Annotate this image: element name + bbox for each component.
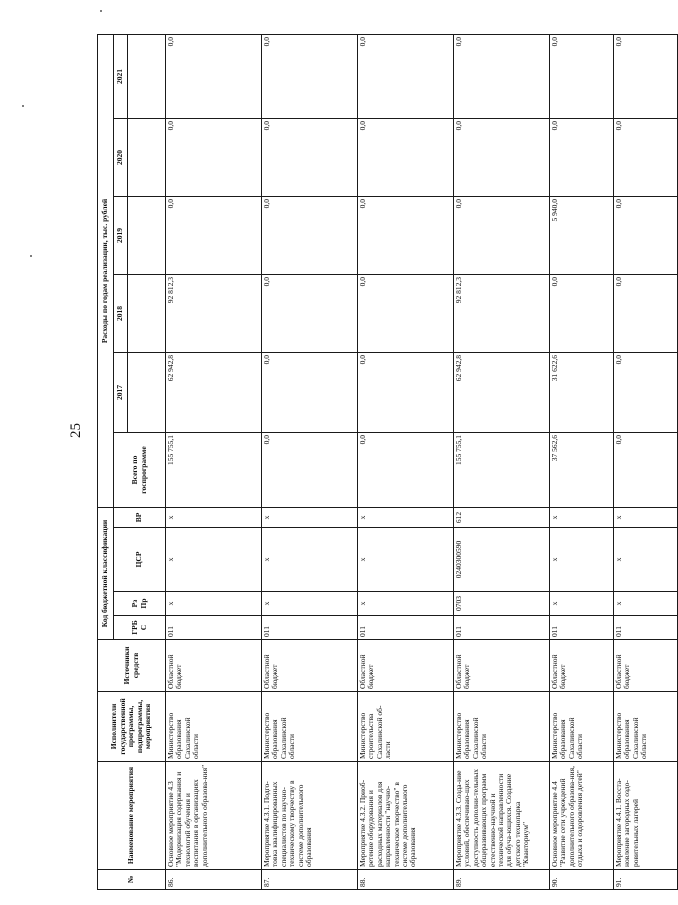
row-2020: 0,0 (454, 119, 550, 197)
row-source: Областной бюджет (550, 640, 614, 692)
row-2020: 0,0 (550, 119, 614, 197)
row-executor: Министерство образования Сахалинской области (614, 692, 678, 762)
row-vr: x (358, 508, 454, 528)
row-csr: x (614, 528, 678, 592)
row-2017: 0,0 (358, 353, 454, 433)
row-2020: 0,0 (358, 119, 454, 197)
row-rzpr: 0703 (454, 592, 550, 616)
row-2019: 0,0 (454, 197, 550, 275)
row-executor: Министерство строительства Сахалинской об-ласти (358, 692, 454, 762)
row-2017: 0,0 (262, 353, 358, 433)
row-2021: 0,0 (614, 34, 678, 118)
row-total: 155 755,1 (166, 433, 262, 508)
table-row (262, 34, 358, 889)
row-total: 155 755,1 (454, 433, 550, 508)
row-rzpr: x (166, 592, 262, 616)
row-2019: 5 940,0 (550, 197, 614, 275)
header-grbs: ГРБС (114, 616, 166, 640)
table-row (614, 34, 678, 889)
row-2017: 62 942,8 (454, 353, 550, 433)
row-2018: 0,0 (358, 275, 454, 353)
row-2017: 0,0 (614, 353, 678, 433)
row-grbs: 011 (454, 616, 550, 640)
header-vr: ВР (114, 508, 166, 528)
header-executor: Исполнители государственной программы, подпрограммы, мероприятия (98, 692, 166, 762)
row-2020: 0,0 (166, 119, 262, 197)
row-vr: x (166, 508, 262, 528)
row-2018: 92 812,3 (166, 275, 262, 353)
row-num: 91. (614, 870, 678, 890)
header-total: Всего по госпрограмме (114, 433, 166, 508)
row-2018: 92 812,3 (454, 275, 550, 353)
table-row (454, 34, 550, 889)
row-num: 87. (262, 870, 358, 890)
row-2021: 0,0 (454, 34, 550, 118)
row-source: Областной бюджет (262, 640, 358, 692)
row-source: Областной бюджет (166, 640, 262, 692)
row-2018: 0,0 (262, 275, 358, 353)
row-total: 0,0 (358, 433, 454, 508)
header-rzpr: Рз Пр (114, 592, 166, 616)
row-2019: 0,0 (166, 197, 262, 275)
row-2020: 0,0 (262, 119, 358, 197)
row-total: 37 562,6 (550, 433, 614, 508)
row-rzpr: x (550, 592, 614, 616)
row-grbs: 011 (550, 616, 614, 640)
row-grbs: 011 (166, 616, 262, 640)
row-csr: x (262, 528, 358, 592)
row-name: Мероприятие 4.3.2. Приоб-ретение оборудования и расходных материалов для направленности "научно-техническое творчество" в системе дополнительного образования (358, 762, 454, 870)
row-csr: x (358, 528, 454, 592)
row-name: Основное мероприятие 4.3 "Модернизация содержания и технологий обучения и воспитания в организациях дополнительного образова-ния" (166, 762, 262, 870)
header-num: № (98, 870, 166, 890)
row-name: Мероприятие 4.4.1. Восста-новление загородных оздо-ровительных лагерей (614, 762, 678, 870)
header-year-2019: 2019 (114, 197, 128, 275)
row-rzpr: x (262, 592, 358, 616)
header-csr: ЦСР (114, 528, 166, 592)
row-num: 86. (166, 870, 262, 890)
row-grbs: 011 (358, 616, 454, 640)
header-year-2017: 2017 (114, 353, 128, 433)
row-2021: 0,0 (166, 34, 262, 118)
header-expenses: Расходы по годам реализации, тыс. рублей (98, 34, 114, 507)
page-number: 25 (68, 423, 84, 438)
row-name: Мероприятие 4.3.3. Созда-ние условий, обеспечиваю-щих доступность дополни-тельных общеразвивающих программ естественно-научной и технической направленности для обуча-ющихся. Создание детского технопарка "Кванториум" (454, 762, 550, 870)
row-rzpr: x (614, 592, 678, 616)
row-executor: Министерство образования Сахалинской области (166, 692, 262, 762)
row-source: Областной бюджет (454, 640, 550, 692)
header-budget-classification: Код бюджетной классификации (98, 508, 114, 640)
row-grbs: 011 (262, 616, 358, 640)
row-vr: x (614, 508, 678, 528)
scan-speck (22, 105, 24, 107)
row-2019: 0,0 (614, 197, 678, 275)
header-year-2018: 2018 (114, 275, 128, 353)
row-total: 0,0 (262, 433, 358, 508)
header-sources: Источники средств (98, 640, 166, 692)
row-vr: 612 (454, 508, 550, 528)
scan-speck (30, 255, 32, 257)
row-executor: Министерство образования Сахалинской области (454, 692, 550, 762)
row-name: Основное мероприятие 4.4 "Развитие сети учреждений дополнительного образова-ния, отдыха и оздоровления детей" (550, 762, 614, 870)
budget-table (97, 34, 678, 890)
row-vr: x (262, 508, 358, 528)
row-2018: 0,0 (614, 275, 678, 353)
budget-table-container (97, 35, 649, 890)
row-2019: 0,0 (358, 197, 454, 275)
row-num: 90. (550, 870, 614, 890)
row-2021: 0,0 (550, 34, 614, 118)
row-grbs: 011 (614, 616, 678, 640)
row-2021: 0,0 (262, 34, 358, 118)
row-num: 89. (454, 870, 550, 890)
row-2017: 31 622,6 (550, 353, 614, 433)
row-2021: 0,0 (358, 34, 454, 118)
header-year-2020: 2020 (114, 119, 128, 197)
row-vr: x (550, 508, 614, 528)
row-csr: x (166, 528, 262, 592)
row-name: Мероприятие 4.3.1. Подго-товка квалифицированных специалистов по научно-техническому творчеству в системе дополнительного образования (262, 762, 358, 870)
table-row (358, 34, 454, 889)
row-source: Областной бюджет (614, 640, 678, 692)
row-2018: 0,0 (550, 275, 614, 353)
table-row (550, 34, 614, 889)
row-executor: Министерство образования Сахалинской области (262, 692, 358, 762)
row-source: Областной бюджет (358, 640, 454, 692)
row-total: 0,0 (614, 433, 678, 508)
row-num: 88. (358, 870, 454, 890)
row-csr: 0240300590 (454, 528, 550, 592)
scan-speck (100, 10, 102, 12)
row-2019: 0,0 (262, 197, 358, 275)
header-name: Наименование мероприятия (98, 762, 166, 870)
row-2020: 0,0 (614, 119, 678, 197)
row-rzpr: x (358, 592, 454, 616)
table-row (166, 34, 262, 889)
row-2017: 62 942,8 (166, 353, 262, 433)
row-csr: x (550, 528, 614, 592)
row-executor: Министерство образования Сахалинской области (550, 692, 614, 762)
header-year-2021: 2021 (114, 34, 128, 118)
